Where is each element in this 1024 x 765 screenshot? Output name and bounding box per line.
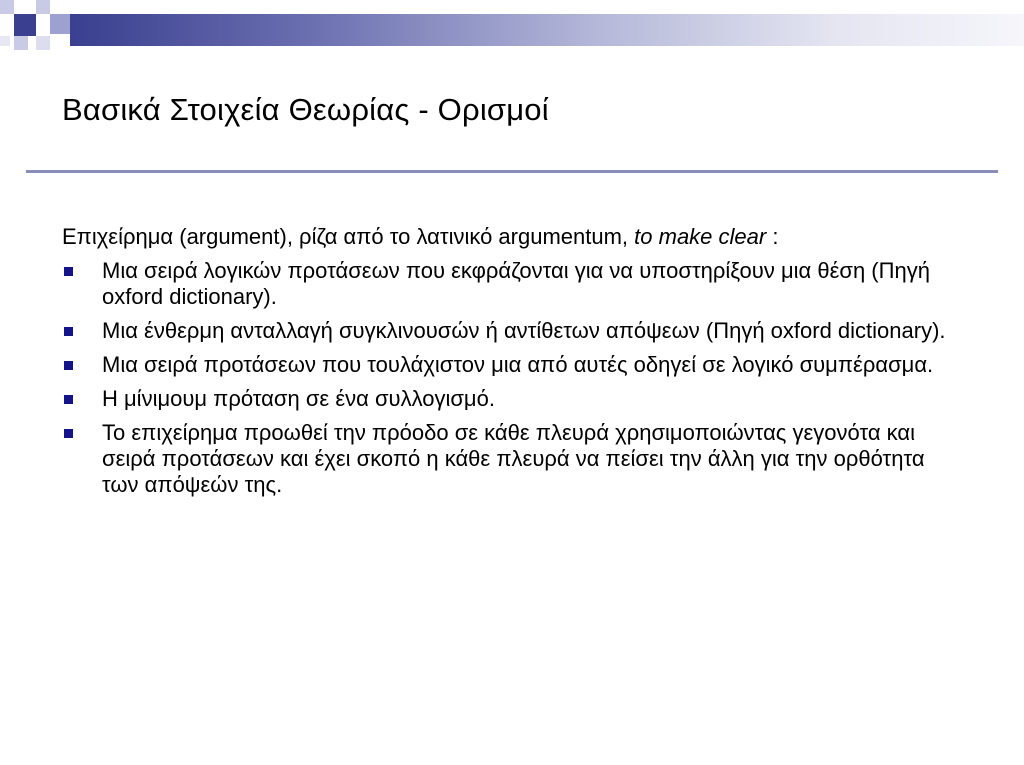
square-bullet-icon [64,361,73,370]
intro-italic-phrase: to make clear [634,224,767,249]
intro-text: Επιχείρημα (argument), ρίζα από το λατινικό argumentum, [62,224,635,249]
decorative-square [36,0,50,14]
list-item [62,318,962,344]
list-item [62,386,962,412]
list-item [62,258,962,310]
bullet-text: Μια σειρά λογικών προτάσεων που εκφράζονται για να υποστηρίξουν μια θέση (Πηγή oxford dictionary). [102,258,930,309]
list-item [62,420,962,498]
bullet-list [62,258,962,498]
slide-body [62,224,962,506]
square-bullet-icon [64,267,73,276]
bullet-text: Μια ένθερμη ανταλλαγή συγκλινουσών ή αντίθετων απόψεων (Πηγή oxford dictionary). [102,318,946,343]
decorative-square [14,36,28,50]
square-bullet-icon [64,327,73,336]
bullet-text: Μια σειρά προτάσεων που τουλάχιστον μια από αυτές οδηγεί σε λογικό συμπέρασμα. [102,352,934,377]
square-bullet-icon [64,429,73,438]
square-bullet-icon [64,395,73,404]
header-gradient-band [70,14,1024,46]
intro-suffix: : [766,224,779,249]
title-divider [26,170,998,173]
list-item [62,352,962,378]
decorative-square [50,14,70,34]
bullet-text: Το επιχείρημα προωθεί την πρόοδο σε κάθε πλευρά χρησιμοποιώντας γεγονότα και σειρά προτάσεων και έχει σκοπό η κάθε πλευρά να πείσει την άλλη για την ορθότητα των απόψεών της. [102,420,925,497]
decorative-square [0,0,14,14]
decorative-square [14,14,36,36]
slide-title: Βασικά Στοιχεία Θεωρίας - Ορισμοί [62,92,549,127]
intro-paragraph [62,224,962,250]
decorative-square [0,36,10,46]
bullet-text: Η μίνιμουμ πρόταση σε ένα συλλογισμό. [102,386,495,411]
decorative-square [36,36,50,50]
